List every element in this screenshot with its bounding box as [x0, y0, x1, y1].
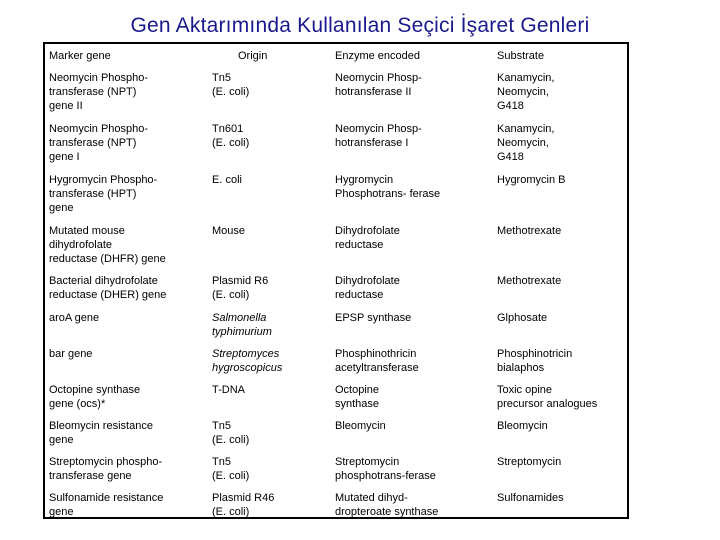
header-marker-gene: Marker gene [49, 50, 111, 62]
origin-cell: Tn5 (E. coli) [212, 456, 250, 482]
origin-cell: Tn601 (E. coli) [212, 123, 250, 149]
marker-genes-table [43, 42, 629, 519]
marker-gene-cell: Hygromycin Phospho- transferase (HPT) gene [49, 174, 158, 214]
origin-cell: Plasmid R6 (E. coli) [212, 275, 269, 301]
enzyme-cell: Neomycin Phosp- hotransferase I [335, 123, 422, 149]
header-origin: Origin [238, 50, 268, 62]
enzyme-cell: Hygromycin Phosphotrans- ferase [335, 174, 441, 200]
origin-cell: Plasmid R46 (E. coli) [212, 492, 275, 518]
origin-cell: Mouse [212, 225, 246, 237]
marker-gene-cell: Sulfonamide resistance gene [49, 492, 164, 518]
substrate-cell: Glphosate [497, 312, 548, 324]
substrate-cell: Methotrexate [497, 225, 562, 237]
substrate-cell: Sulfonamides [497, 492, 564, 504]
substrate-cell: Methotrexate [497, 275, 562, 287]
origin-cell: E. coli [212, 174, 242, 186]
header-substrate: Substrate [497, 50, 545, 62]
table-grid [45, 44, 627, 517]
enzyme-cell: Phosphinothricin acetyltransferase [335, 348, 419, 374]
marker-gene-cell: Streptomycin phospho- transferase gene [49, 456, 163, 482]
origin-cell: Streptomyces hygroscopicus [212, 348, 283, 374]
enzyme-cell: Streptomycin phosphotrans-ferase [335, 456, 436, 482]
substrate-cell: Kanamycin, Neomycin, G418 [497, 123, 555, 163]
enzyme-cell: Dihydrofolate reductase [335, 225, 400, 251]
marker-gene-cell: Neomycin Phospho- transferase (NPT) gene I [49, 123, 149, 163]
header-enzyme-encoded: Enzyme encoded [335, 50, 420, 62]
substrate-cell: Hygromycin B [497, 174, 566, 186]
marker-gene-cell: Mutated mouse dihydrofolate reductase (DHFR) gene [49, 225, 166, 265]
origin-cell: T-DNA [212, 384, 245, 396]
substrate-cell: Kanamycin, Neomycin, G418 [497, 72, 555, 112]
origin-cell: Salmonella typhimurium [212, 312, 272, 338]
enzyme-cell: Dihydrofolate reductase [335, 275, 400, 301]
slide-title: Gen Aktarımında Kullanılan Seçici İşaret Genleri [130, 14, 590, 37]
substrate-cell: Streptomycin [497, 456, 562, 468]
substrate-cell: Toxic opine precursor analogues [497, 384, 598, 410]
enzyme-cell: Mutated dihyd- dropteroate synthase [335, 492, 439, 518]
origin-cell: Tn5 (E. coli) [212, 420, 250, 446]
marker-gene-cell: Neomycin Phospho- transferase (NPT) gene II [49, 72, 149, 112]
enzyme-cell: Neomycin Phosp- hotransferase II [335, 72, 422, 98]
substrate-cell: Phosphinotricin bialaphos [497, 348, 573, 374]
enzyme-cell: Octopine synthase [335, 384, 380, 410]
marker-gene-cell: Bacterial dihydrofolate reductase (DHER) gene [49, 275, 167, 301]
enzyme-cell: EPSP synthase [335, 312, 412, 324]
origin-cell: Tn5 (E. coli) [212, 72, 250, 98]
marker-gene-cell: Octopine synthase gene (ocs)* [49, 384, 141, 410]
marker-gene-cell: aroA gene [49, 312, 100, 324]
enzyme-cell: Bleomycin [335, 420, 386, 432]
marker-gene-cell: bar gene [49, 348, 93, 360]
substrate-cell: Bleomycin [497, 420, 548, 432]
marker-gene-cell: Bleomycin resistance gene [49, 420, 153, 446]
